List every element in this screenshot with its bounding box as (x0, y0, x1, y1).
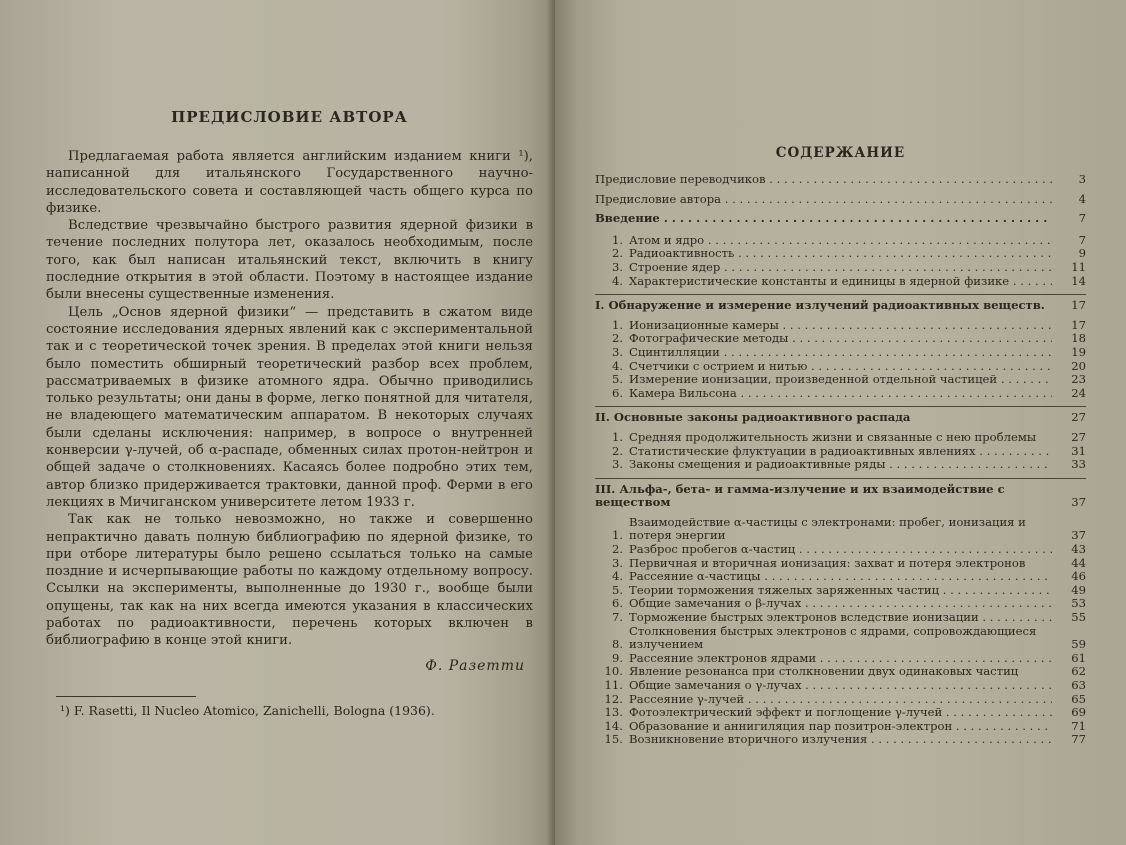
left-page (0, 0, 555, 845)
toc-entry-page: 11 (1071, 259, 1086, 274)
toc-entry-label: Рассеяние α-частицы . . . (629, 570, 1052, 584)
toc-entry-number: 10. (604, 664, 623, 679)
toc-entry-number: 6. (611, 385, 623, 400)
toc-entry-label: Возникновение вторичного излучения . . . (629, 733, 1052, 747)
toc-entry-number: 1. (611, 232, 623, 247)
toc-title: СОДЕРЖАНИЕ (775, 145, 906, 161)
toc-entry-page: 55 (1071, 610, 1086, 625)
toc-entry-page: 62 (1071, 664, 1086, 679)
toc-chapter-label: I. Обнаружение и измерение излучений радиоактивных веществ. (595, 299, 1045, 313)
toc-entry-label: Счетчики с острием и нитью . . . (629, 360, 1052, 374)
toc-entry-label: Предисловие автора . . . (595, 193, 1052, 207)
toc-chapter-2-items (595, 431, 1086, 472)
toc-intro-list (595, 234, 1086, 288)
preface-paragraph-4: Так как не только невозможно, но также и совершенно непрактично давать полную библиографию по ядерной физике, то при отборе литературы было решено ссылаться только на самые поздние и исчерпывающие работы по каждому отдельному вопросу. Ссылки на эксперименты, выполненные до 1930 г., вообще были опущены, так как на них всегда имеются указания в классических работах по радиоактивности, перечень которых включен в библиографию в конце этой книги. (46, 512, 533, 649)
toc-entry-page: 17 (1071, 317, 1086, 332)
toc-divider (595, 478, 1086, 479)
toc-entry (595, 387, 1086, 401)
toc-entry-number: 13. (604, 705, 623, 720)
toc-chapter-1-items (595, 319, 1086, 401)
toc-entry-page: 23 (1071, 372, 1086, 387)
toc-entry-page: 3 (1078, 172, 1086, 186)
toc-entry-number: 2. (611, 331, 623, 346)
toc-chapter-heading (595, 483, 1086, 510)
toc-entry-number: 4. (611, 358, 623, 373)
toc-entry-page: 43 (1071, 542, 1086, 557)
preface-paragraph-3: Цель „Основ ядерной физики“ — представить в сжатом виде состояние исследования ядерных явлений как с экспериментальной так и с теоретической точек зрения. В пределах этой книги нельзя было поместить обширный теоретический разбор всех проблем, рассматриваемых в физике атомного ядра. Обычно приводились только результаты; они даны в форме, легко понятной для читателя, не владеющего математическим аппаратом. В некоторых случаях были сделаны исключения: например, в вопросе о внутренней конверсии γ-лучей, об α-распаде, обменных силах протон-нейтрон и общей задаче о столкновениях. Касаясь более подробно этих тем, автор близко придерживается трактовки, данной проф. Ферми в его лекциях в Мичиганском университете летом 1933 г. (46, 304, 533, 510)
toc-entry-number: 2. (611, 443, 623, 458)
toc-entry (595, 431, 1086, 445)
toc-entry (595, 693, 1086, 707)
toc-entry-label: Строение ядер . . . (629, 261, 1052, 275)
toc-entry-label: Фотографические методы . . . (629, 332, 1052, 346)
toc-entry (595, 346, 1086, 360)
toc-entry (595, 261, 1086, 275)
toc-entry-label: Средняя продолжительность жизни и связанные с нею проблемы (629, 430, 1037, 444)
toc-entry-label: Предисловие переводчиков . . . (595, 173, 1052, 187)
toc-divider (595, 406, 1086, 407)
toc-entry-number: 3. (611, 555, 623, 570)
toc-entry (595, 234, 1086, 248)
toc-entry (595, 665, 1086, 679)
author-signature: Ф. Разетти (425, 657, 525, 674)
toc-entry-label: Сцинтилляции . . . (629, 346, 1052, 360)
toc-entry-page: 27 (1071, 429, 1086, 444)
toc-entry-label: Взаимодействие α-частицы с электронами: пробег, ионизация и потеря энергии (629, 515, 1026, 543)
toc-entry-label: Общие замечания о γ-лучах . . . (629, 679, 1052, 693)
toc-entry-number: 14. (604, 718, 623, 733)
toc-entry-label: Статистические флуктуации в радиоактивных явлениях . . . (629, 445, 1052, 459)
toc-entry-page: 24 (1071, 385, 1086, 400)
toc-chapter-page: 17 (1071, 298, 1086, 313)
toc-entry-page: 49 (1071, 582, 1086, 597)
toc-entry-label: Первичная и вторичная ионизация: захват и потеря электронов (629, 556, 1026, 570)
toc-entry-page: 20 (1071, 358, 1086, 373)
toc-entry (595, 360, 1086, 374)
toc-chapter-label: II. Основные законы радиоактивного распада (595, 411, 911, 425)
toc-entry-label: Законы смещения и радиоактивные ряды . . . (629, 458, 1052, 472)
toc-chapter-page: 37 (1071, 495, 1086, 510)
toc-entry-number: 1. (611, 429, 623, 444)
toc-entry-page: 61 (1071, 650, 1086, 665)
toc-entry (595, 720, 1086, 734)
toc-entry-page: 14 (1071, 273, 1086, 288)
toc-entry (595, 611, 1086, 625)
toc-entry-page: 9 (1078, 246, 1086, 261)
toc-entry-label: Разброс пробегов α-частиц . . . (629, 543, 1052, 557)
toc-entry-label: Радиоактивность . . . (629, 247, 1052, 261)
toc-entry-label: Явление резонанса при столкновении двух одинаковых частиц (629, 665, 1019, 679)
toc-entry (595, 247, 1086, 261)
preface-paragraph-2: Вследствие чрезвычайно быстрого развития ядерной физики в течение последних полутора лет, оказалось необходимым, после того, как был написан итальянский текст, включить в книгу последние открытия в этой области. Поэтому в настоящее издание были внесены существенные изменения. (46, 218, 533, 303)
toc-entry-number: 15. (604, 732, 623, 747)
toc-entry-number: 2. (611, 246, 623, 261)
toc-chapter-heading (595, 411, 1086, 425)
toc-entry-page: 18 (1071, 331, 1086, 346)
toc-entry (595, 445, 1086, 459)
toc-entry-number: 4. (611, 273, 623, 288)
toc-entry-number: 11. (604, 678, 623, 692)
toc-entry (595, 275, 1086, 289)
toc-entry-page: 63 (1071, 678, 1086, 692)
toc-entry (595, 557, 1086, 571)
toc-entry-page: 65 (1071, 691, 1086, 706)
toc-entry-number: 1. (611, 317, 623, 332)
toc-entry-number: 9. (611, 650, 623, 665)
toc-entry-page: 46 (1071, 569, 1086, 584)
toc-entry-number: 6. (611, 596, 623, 611)
footnote-rule (56, 696, 196, 697)
toc-divider (595, 294, 1086, 295)
toc-entry-page: 37 (1071, 528, 1086, 543)
toc-entry-page: 7 (1078, 211, 1086, 226)
toc-entry-number: 3. (611, 457, 623, 472)
toc-entry-page: 33 (1071, 457, 1086, 472)
toc-entry-page: 4 (1078, 191, 1086, 206)
toc-entry-label: Фотоэлектрический эффект и поглощение γ-лучей . . . (629, 706, 1052, 720)
toc-chapter-page: 27 (1071, 410, 1086, 425)
toc-entry-label: Столкновения быстрых электронов с ядрами, сопровождающиеся излучением (629, 624, 1037, 652)
preface-paragraph-1: Предлагаемая работа является английским изданием книги ¹), написанной для итальянского Государственного научно-исследовательского совета и составляющей часть общего курса по физике. (46, 149, 533, 216)
toc-entry-label: Введение . . . (595, 212, 1052, 226)
toc-entry (595, 733, 1086, 747)
toc-entry (595, 212, 1086, 226)
toc-entry-label: Измерение ионизации, произведенной отдельной частицей . . . (629, 373, 1052, 387)
toc-entry-number: 3. (611, 344, 623, 359)
toc-entry-label: Атом и ядро . . . (629, 234, 1052, 248)
toc-entry-label: Рассеяние электронов ядрами . . . (629, 652, 1052, 666)
toc-entry-page: 71 (1071, 718, 1086, 733)
toc-entry-page: 69 (1071, 705, 1086, 720)
toc-entry (595, 319, 1086, 333)
toc-chapter-3-items (595, 516, 1086, 747)
toc-entry-number: 8. (611, 637, 623, 652)
right-page (555, 0, 1126, 845)
toc-entry-label: Общие замечания о β-лучах . . . (629, 597, 1052, 611)
toc-entry-label: Ионизационные камеры . . . (629, 319, 1052, 333)
toc-entry (595, 193, 1086, 207)
toc-entry (595, 625, 1086, 652)
toc-entry-page: 44 (1071, 555, 1086, 570)
toc-entry-page: 59 (1071, 637, 1086, 652)
toc-entry-number: 5. (611, 582, 623, 597)
toc-entry-label: Рассеяние γ-лучей . . . (629, 693, 1052, 707)
toc-entry-label: Характеристические константы и единицы в ядерной физике . . . (629, 275, 1052, 289)
toc-entry-number: 7. (611, 610, 623, 625)
toc-entry (595, 706, 1086, 720)
toc-entry (595, 570, 1086, 584)
toc-entry (595, 652, 1086, 666)
toc-entry-page: 53 (1071, 596, 1086, 611)
toc-entry-number: 12. (604, 691, 623, 706)
toc-entry-number: 1. (611, 528, 623, 543)
toc-entry-number: 3. (611, 259, 623, 274)
toc-entry-label: Камера Вильсона . . . (629, 387, 1052, 401)
toc-entry (595, 597, 1086, 611)
toc-chapter-label: III. Альфа-, бета- и гамма-излучение и их взаимодействие с веществом (595, 482, 1005, 510)
toc-entry-label: Теории торможения тяжелых заряженных частиц . . . (629, 584, 1052, 598)
toc-entry-number: 5. (611, 372, 623, 387)
toc-entry (595, 543, 1086, 557)
toc-entry (595, 332, 1086, 346)
toc-entry-page: 19 (1071, 344, 1086, 359)
toc-entry (595, 173, 1086, 187)
toc-entry (595, 458, 1086, 472)
footnote: ¹) F. Rasetti, Il Nucleo Atomico, Zanichelli, Bologna (1936). (60, 702, 435, 718)
toc-entry (595, 584, 1086, 598)
toc-entry-number: 4. (611, 569, 623, 584)
toc-entry-number: 2. (611, 542, 623, 557)
toc-chapter-heading (595, 299, 1086, 313)
toc-entry-label: Образование и аннигиляция пар позитрон-электрон . . . (629, 720, 1052, 734)
toc-entry-label: Торможение быстрых электронов вследствие ионизации . . . (629, 611, 1052, 625)
toc-entry (595, 679, 1086, 693)
toc-entry-page: 31 (1071, 443, 1086, 458)
toc-entry (595, 373, 1086, 387)
preface-title: ПРЕДИСЛОВИЕ АВТОРА (171, 108, 408, 126)
toc-entry-page: 77 (1071, 732, 1086, 747)
toc-entry-page: 7 (1078, 232, 1086, 247)
toc-entry (595, 516, 1086, 543)
